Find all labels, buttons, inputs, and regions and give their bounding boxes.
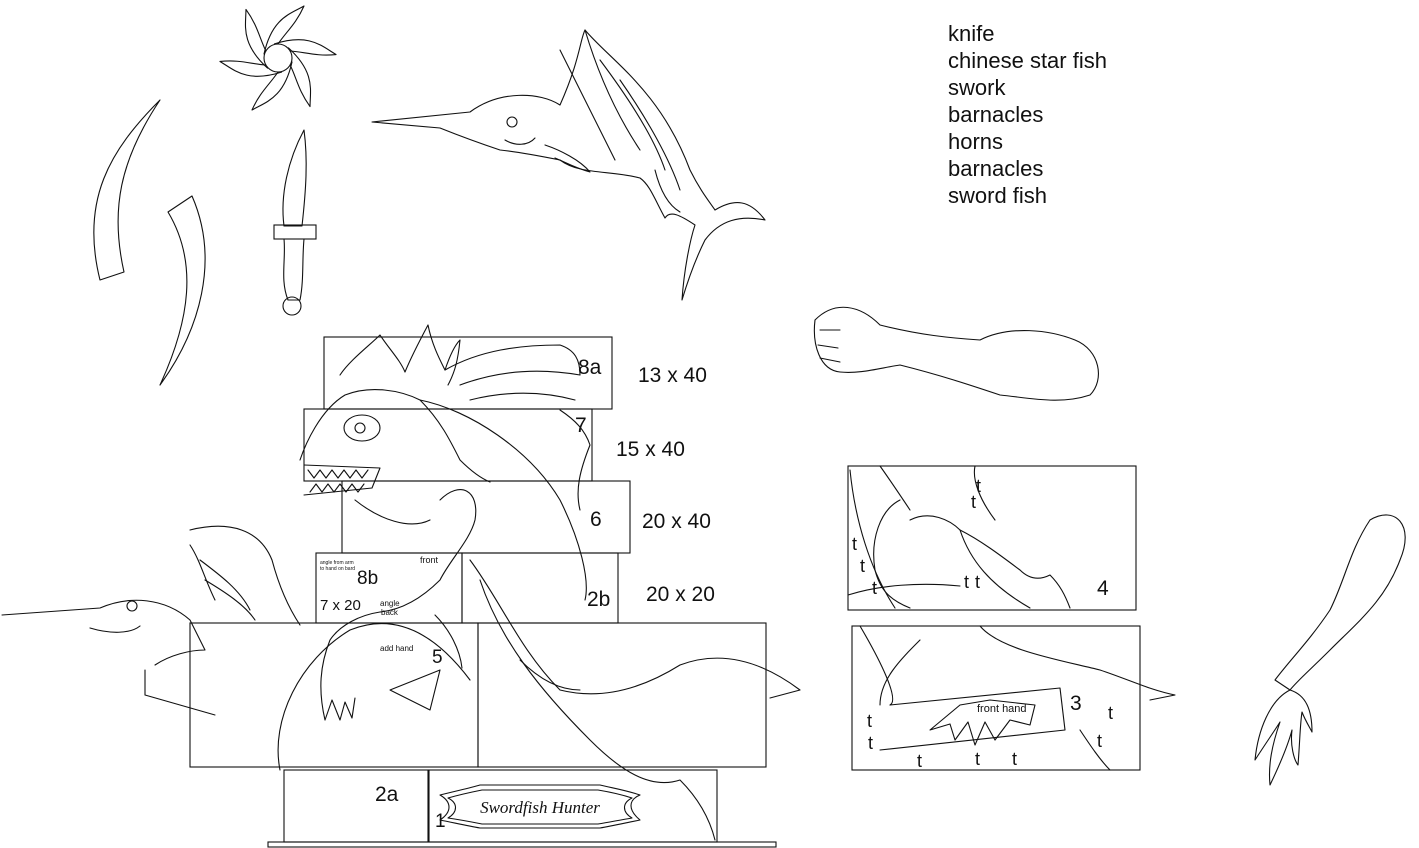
section-6-id: 6 [590,508,602,531]
section-5-right-box [478,623,766,767]
tab-mark: t [867,711,873,731]
section-5-box [190,623,478,767]
section-3-drawing [860,626,1175,770]
base-plate [268,842,776,847]
tab-mark: t [1012,749,1018,769]
section-8a-id: 8a [578,356,602,379]
note-front: front [420,555,439,565]
tab-mark: t [917,751,923,771]
section-4-box [848,466,1136,610]
horn-center-drawing [160,196,205,385]
tab-mark: t [868,733,874,753]
legend-item: horns [948,129,1004,154]
section-1-id: 1 [435,811,446,832]
legend-item: sword fish [948,183,1048,208]
section-6-size: 20 x 40 [642,510,711,533]
tab-mark: t [1108,703,1114,723]
section-4-id: 4 [1097,577,1109,600]
tab-mark: t [971,492,977,512]
note-add-hand: add hand [380,644,414,653]
throwing-star-drawing [220,6,336,110]
arm-fist-drawing [814,307,1098,400]
arm-claw-drawing [1255,515,1405,785]
legend-item: swork [948,75,1006,100]
tab-mark: t [975,749,981,769]
section-8b-size: 7 x 20 [320,597,361,614]
note-to-hand: to hand on bard [320,566,356,572]
plaque [440,785,640,828]
section-7-id: 7 [575,414,587,437]
section-6-box [342,481,630,553]
legend-item: barnacles [948,102,1044,127]
section-2b-size: 20 x 20 [646,583,715,606]
swordfish-top-drawing [372,30,765,300]
section-8a-size: 13 x 40 [638,364,707,387]
section-7-size: 15 x 40 [616,438,685,461]
tab-mark: t [976,476,982,496]
legend-item: knife [948,21,995,46]
tab-mark: t [964,572,970,592]
section-4-drawing [848,466,1070,608]
tab-mark: t [852,534,858,554]
knife-drawing [274,130,316,315]
section-2a-id: 2a [375,783,399,806]
note-back: back [381,608,398,617]
tab-mark: t [872,578,878,598]
section-3-id: 3 [1070,692,1082,715]
legend-item: chinese star fish [948,48,1107,73]
legend-item: barnacles [948,156,1044,181]
front-hand-label: front hand [977,703,1027,715]
section-2a-box [284,770,428,842]
swordfish-bottom-drawing [2,526,300,715]
note-angle: angle [380,599,400,608]
plaque-title: Swordfish Hunter [480,798,600,817]
horn-left-drawing [94,100,160,280]
note-angle-from-arm: angle from arm [320,560,354,566]
tab-mark: t [975,572,981,592]
section-2b-id: 2b [587,588,611,611]
parts-legend [948,20,1107,209]
tab-mark: t [860,556,866,576]
section-5-id: 5 [432,647,443,668]
section-8b-id: 8b [357,568,379,589]
tab-mark: t [1097,731,1103,751]
